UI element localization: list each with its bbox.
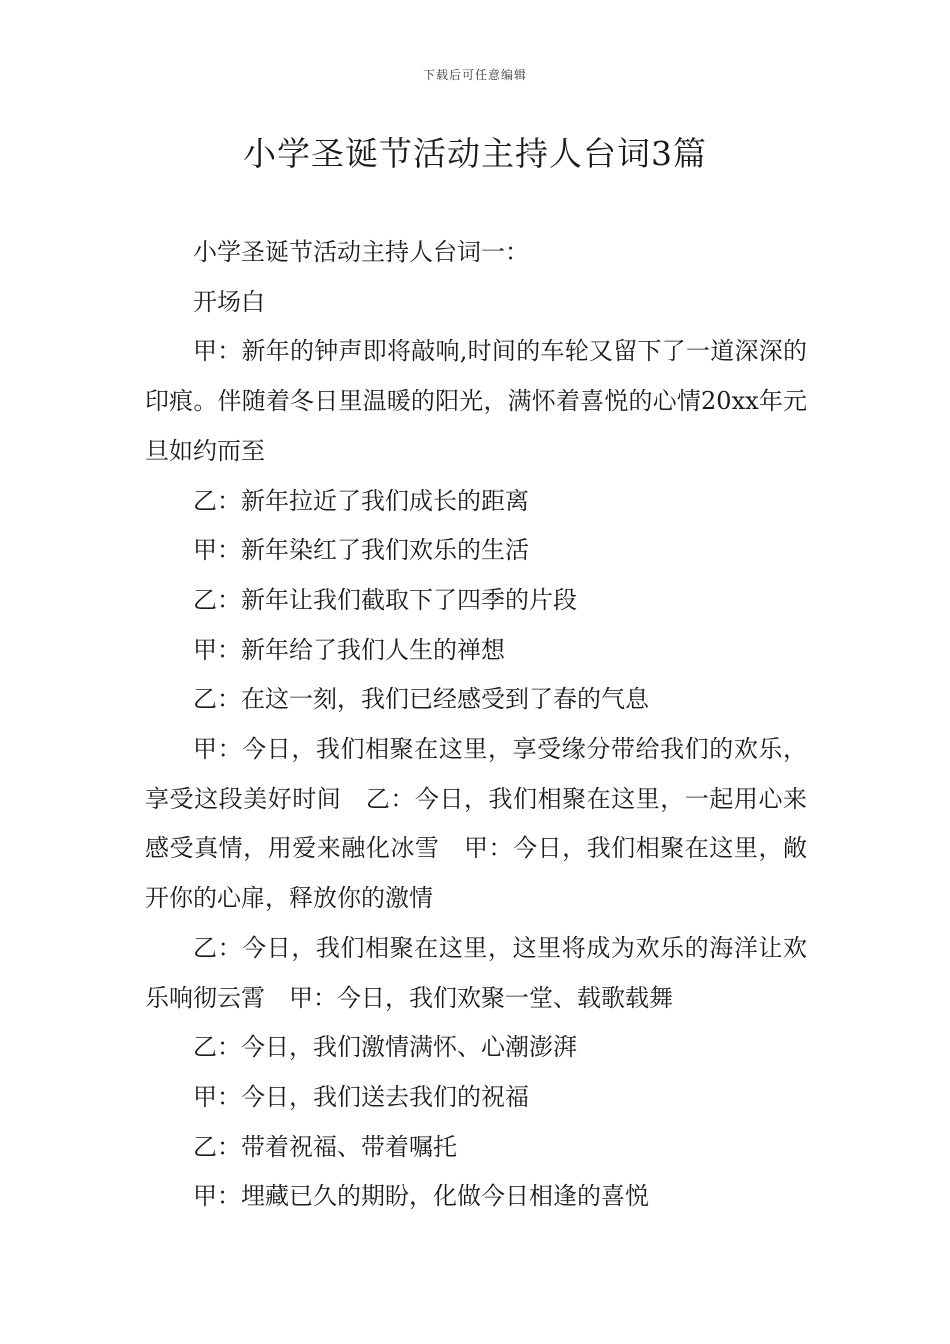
document-body xyxy=(145,228,807,1222)
paragraph: 乙：在这一刻，我们已经感受到了春的气息 xyxy=(193,685,649,714)
paragraph: 乙：带着祝福、带着嘱托 xyxy=(193,1132,457,1161)
paragraph: 开场白 xyxy=(193,287,265,316)
paragraph: 甲：埋藏已久的期盼，化做今日相逢的喜悦 xyxy=(193,1182,649,1211)
paragraph: 甲：新年给了我们人生的禅想 xyxy=(193,635,505,664)
paragraph: 乙：今日，我们相聚在这里，这里将成为欢乐的海洋让欢乐响彻云霄 甲：今日，我们欢聚一堂、载歌载舞 xyxy=(145,933,807,1012)
paragraph: 乙：新年让我们截取下了四季的片段 xyxy=(193,585,577,614)
paragraph: 乙：今日，我们激情满怀、心潮澎湃 xyxy=(193,1033,577,1062)
paragraph: 甲：今日，我们相聚在这里，享受缘分带给我们的欢乐，享受这段美好时间 乙：今日，我们相聚在这里，一起用心来感受真情，用爱来融化冰雪 甲：今日，我们相聚在这里，敞开你的心扉，释放你的激情 xyxy=(145,735,807,913)
paragraph: 甲：新年的钟声即将敲响,时间的车轮又留下了一道深深的印痕。伴随着冬日里温暖的阳光，满怀着喜悦的心情20xx年元旦如约而至 xyxy=(145,337,807,465)
paragraph: 乙：新年拉近了我们成长的距离 xyxy=(193,486,529,515)
paragraph: 甲：今日，我们送去我们的祝福 xyxy=(193,1082,529,1111)
paragraph: 小学圣诞节活动主持人台词一： xyxy=(193,238,529,266)
paragraph: 甲：新年染红了我们欢乐的生活 xyxy=(193,536,529,565)
header-note: 下载后可任意编辑 xyxy=(422,68,527,82)
document-title: 小学圣诞节活动主持人台词3篇 xyxy=(243,134,707,173)
